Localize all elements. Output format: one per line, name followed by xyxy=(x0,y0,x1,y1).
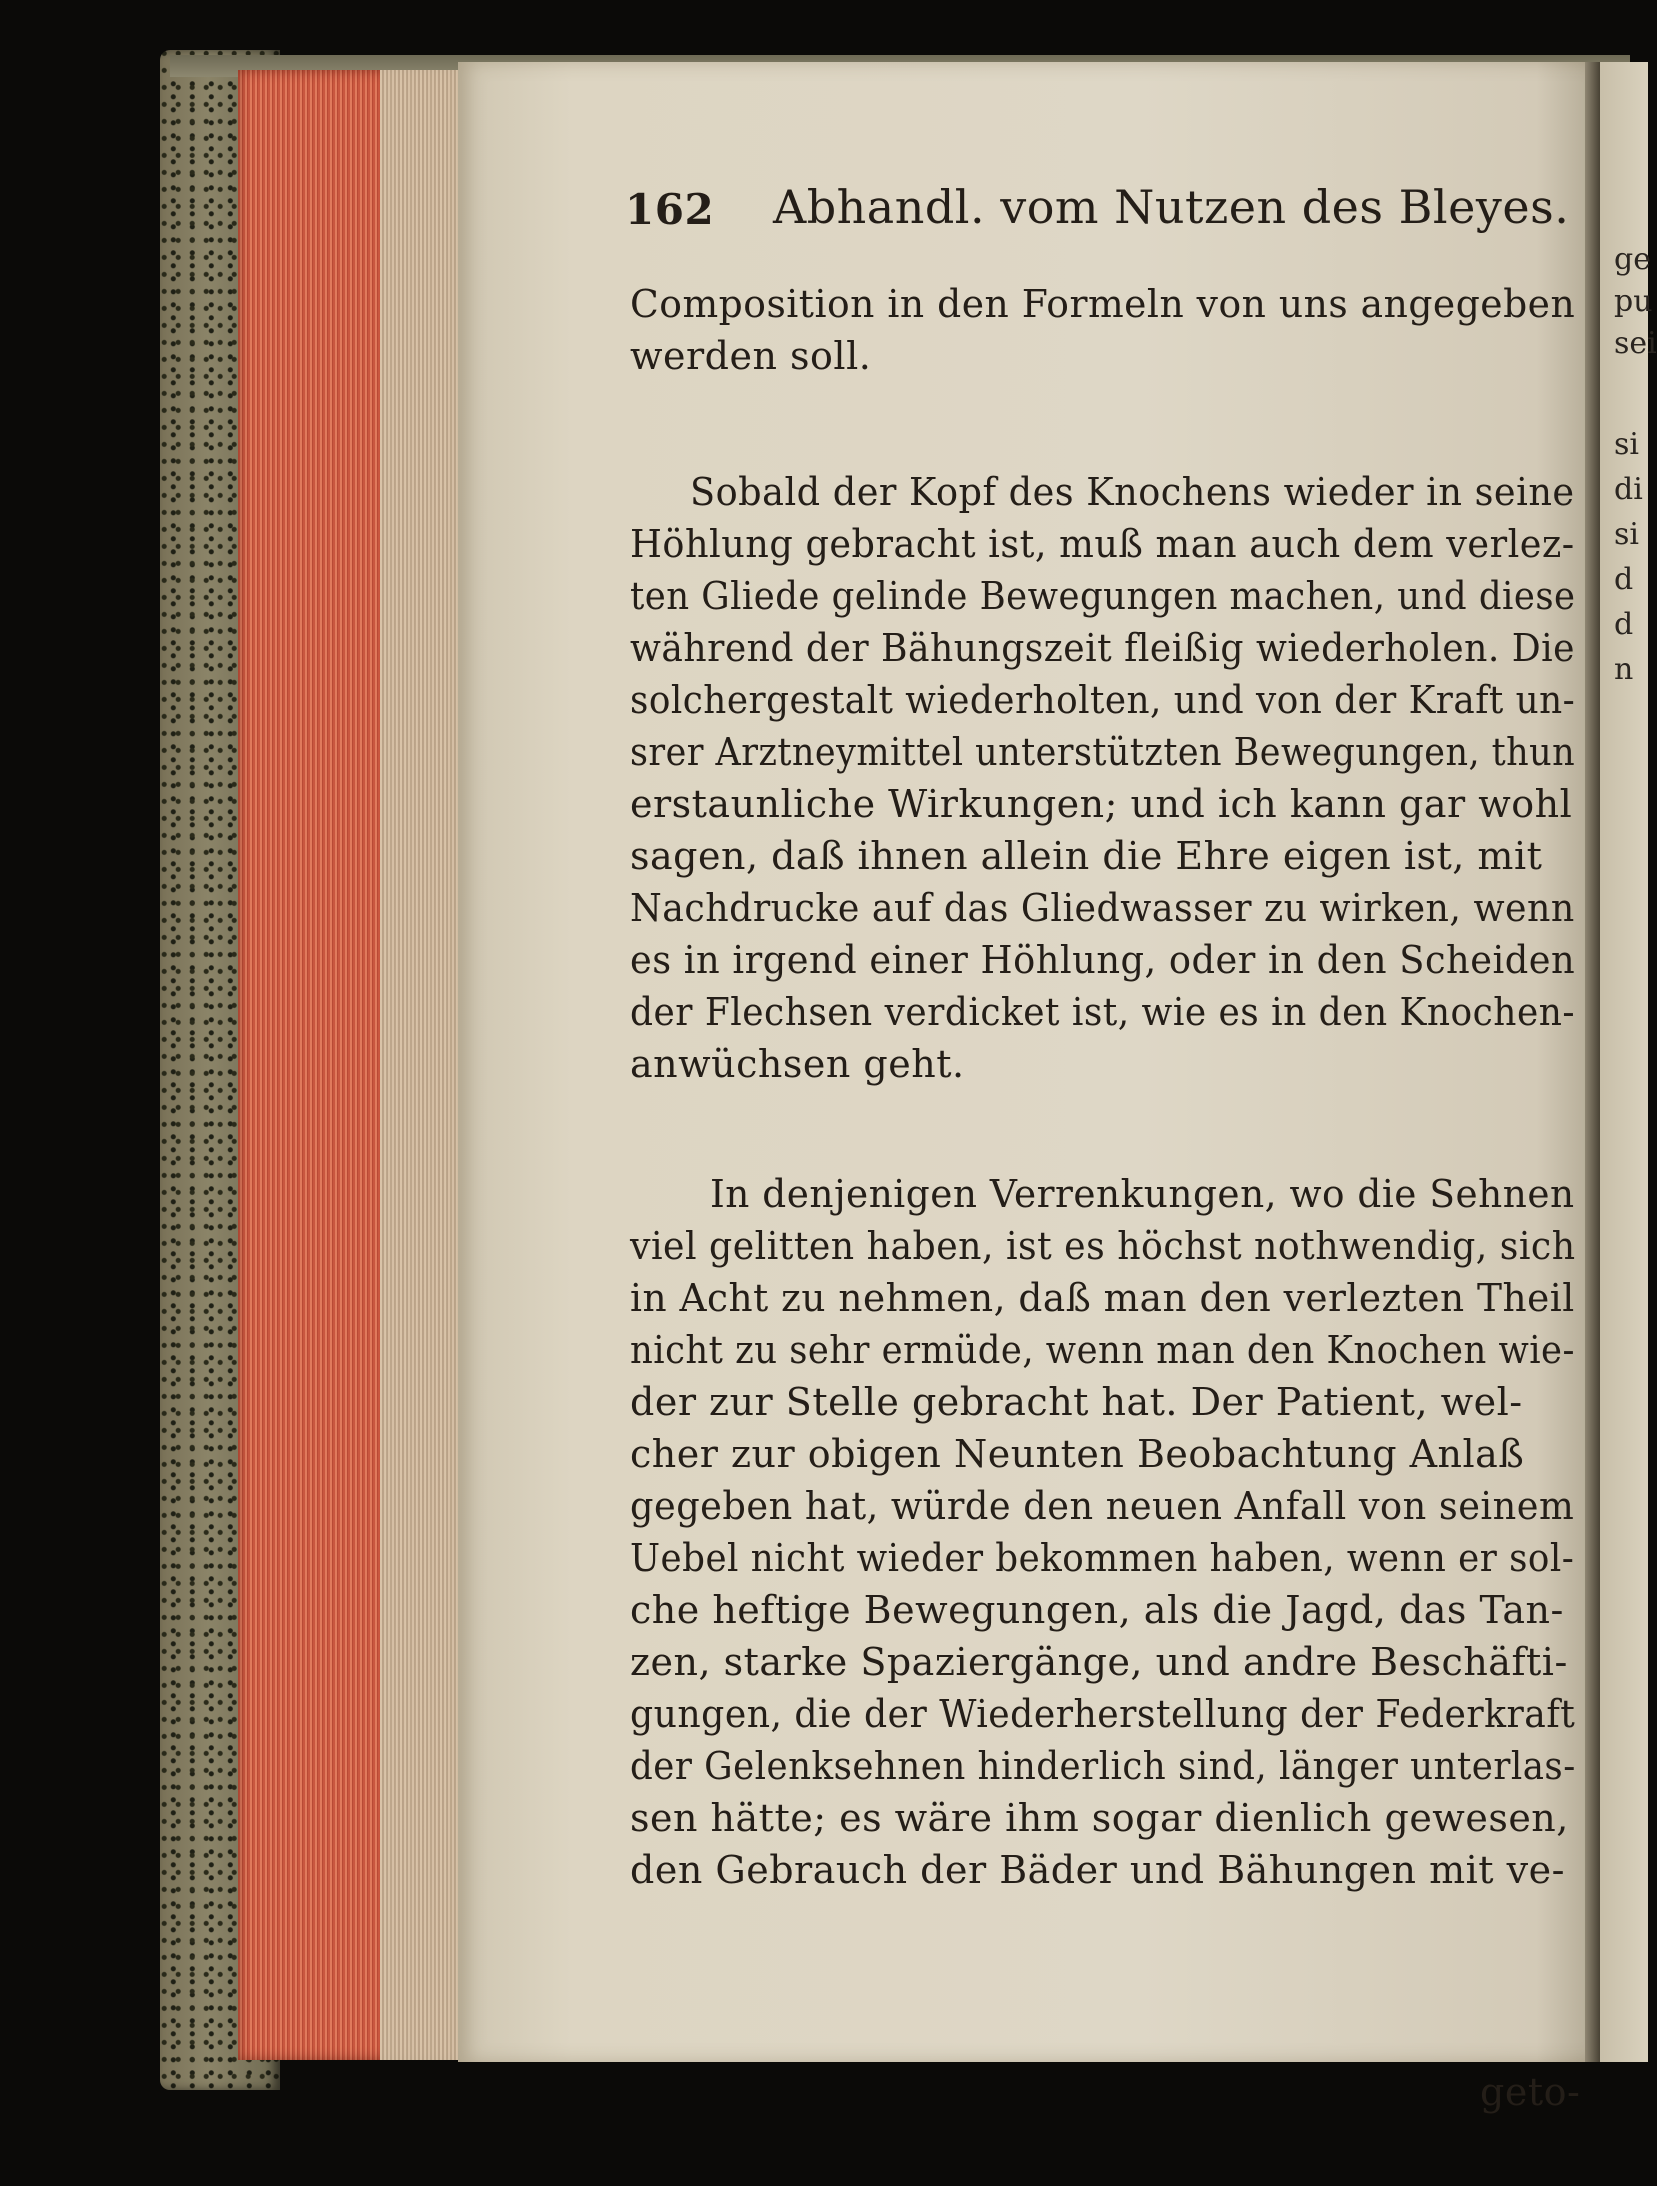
text-line: den Gebrauch der Bäder und Bähungen mit ve- xyxy=(630,1848,1565,1892)
text-line: gungen, die der Wiederherstellung der Federkraft xyxy=(630,1692,1576,1736)
next-page-text: d xyxy=(1614,562,1634,597)
text-line: es in irgend einer Höhlung, oder in den Scheiden xyxy=(630,938,1576,982)
next-page-text: d xyxy=(1614,607,1634,642)
text-line: solchergestalt wiederholten, und von der Kraft un- xyxy=(630,678,1576,722)
text-line: Sobald der Kopf des Knochens wieder in seine xyxy=(690,470,1575,514)
text-line: nicht zu sehr ermüde, wenn man den Knochen wie- xyxy=(630,1328,1575,1372)
text-line: zen, starke Spaziergänge, und andre Beschäfti- xyxy=(630,1640,1568,1684)
text-line: der Gelenksehnen hinderlich sind, länger unterlas- xyxy=(630,1744,1576,1788)
next-page-text: di xyxy=(1614,472,1643,507)
running-title: Abhandl. vom Nutzen des Bleyes. xyxy=(773,180,1570,234)
next-page-text: si xyxy=(1614,427,1639,462)
text-line: während der Bähungszeit fleißig wiederholen. Die xyxy=(630,626,1576,670)
text-line: srer Arztneymittel unterstützten Bewegungen, thun xyxy=(630,730,1576,774)
text-line: sagen, daß ihnen allein die Ehre eigen ist, mit xyxy=(630,834,1543,878)
text-line: in Acht zu nehmen, daß man den verlezten Theil xyxy=(630,1276,1575,1320)
text-line: In denjenigen Verrenkungen, wo die Sehnen xyxy=(710,1172,1575,1216)
text-line: ten Gliede gelinde Bewegungen machen, und diese xyxy=(630,574,1576,618)
text-line: anwüchsen geht. xyxy=(630,1042,965,1086)
text-line: che heftige Bewegungen, als die Jagd, das Tan- xyxy=(630,1588,1564,1632)
next-page-text: si xyxy=(1614,517,1639,552)
text-line: erstaunliche Wirkungen; und ich kann gar wohl xyxy=(630,782,1573,826)
text-line: sen hätte; es wäre ihm sogar dienlich gewesen, xyxy=(630,1796,1569,1840)
text-line: der Flechsen verdicket ist, wie es in den Knochen- xyxy=(630,990,1576,1034)
text-line: cher zur obigen Neunten Beobachtung Anlaß xyxy=(630,1432,1525,1476)
catchword: geto- xyxy=(1480,2070,1581,2114)
text-line: der zur Stelle gebracht hat. Der Patient, wel- xyxy=(630,1380,1523,1424)
text-line: Composition in den Formeln von uns angegeben xyxy=(630,282,1576,326)
next-page-text: pu xyxy=(1614,284,1653,319)
text-line: Höhlung gebracht ist, muß man auch dem verlez- xyxy=(630,522,1575,566)
text-line: gegeben hat, würde den neuen Anfall von seinem xyxy=(630,1484,1575,1528)
next-page-text: sei xyxy=(1614,326,1657,361)
page-edges-light xyxy=(380,70,460,2060)
next-page-text: ge xyxy=(1614,242,1651,277)
text-line: Nachdrucke auf das Gliedwasser zu wirken, wenn xyxy=(630,886,1575,930)
text-line: Uebel nicht wieder bekommen haben, wenn er sol- xyxy=(630,1536,1575,1580)
next-page-fragment xyxy=(1600,62,1657,2062)
text-line: werden soll. xyxy=(630,334,872,378)
text-line: viel gelitten haben, ist es höchst nothwendig, sich xyxy=(630,1224,1576,1268)
next-page-text: n xyxy=(1614,652,1634,687)
page-number: 162 xyxy=(625,185,715,234)
